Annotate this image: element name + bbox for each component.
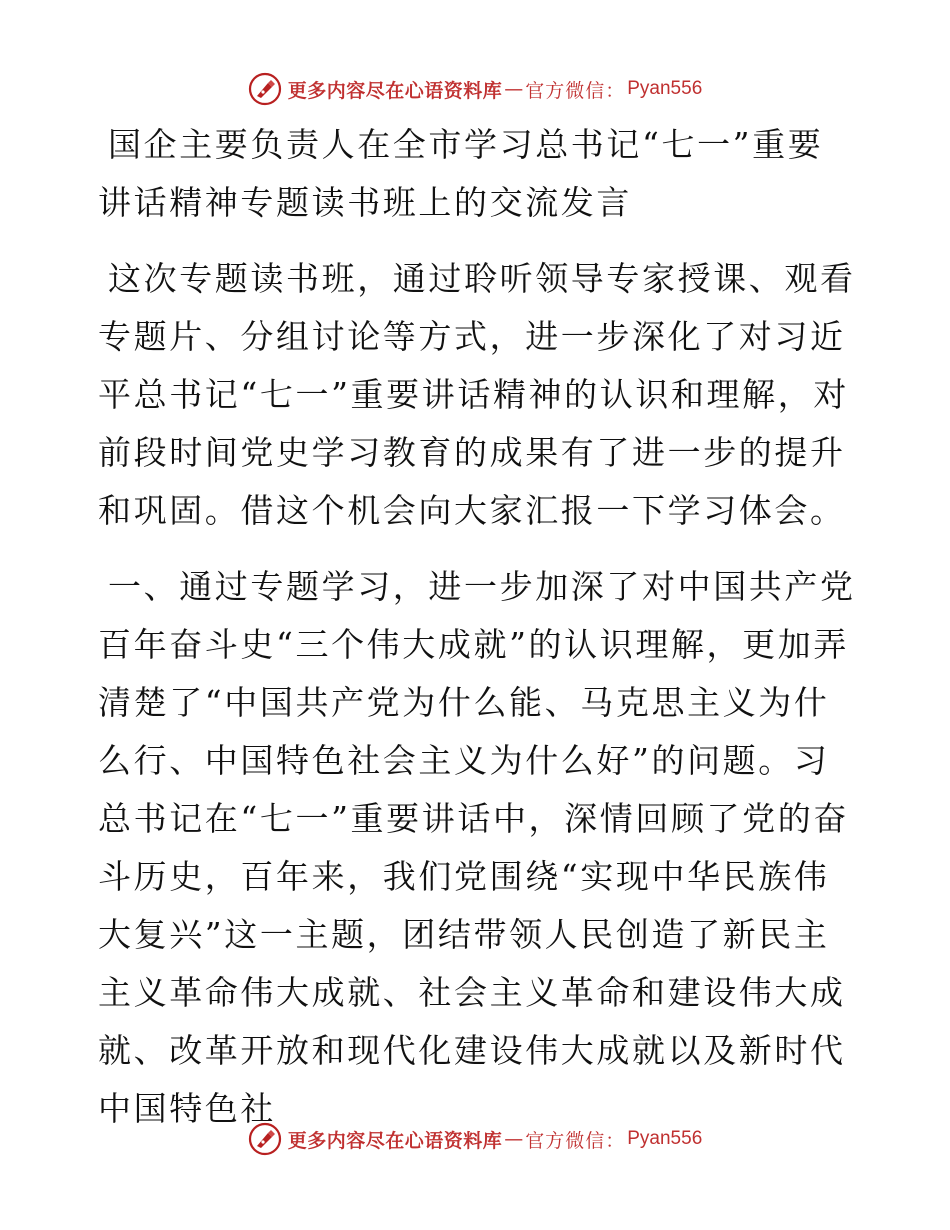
paragraph-section-one: 一、通过专题学习，进一步加深了对中国共产党百年奋斗史“三个伟大成就”的认识理解，更加弄清楚了“中国共产党为什么能、马克思主义为什么行、中国特色社会主义为什么好”的问题。习总书记在“七一”重要讲话中，深情回顾了党的奋斗历史，百年来，我们党围绕“实现中华民族伟大复兴”这一主题，团结带领人民创造了新民主主义革命伟大成就、社会主义革命和建设伟大成就、改革开放和现代化建设伟大成就以及新时代中国特色社	[98, 567, 856, 1128]
watermark-dash: —	[504, 78, 524, 100]
watermark-official-label: 官方微信：	[525, 79, 626, 102]
watermark-site-name: 更多内容尽在心语资料库	[287, 1129, 503, 1152]
watermark-site-name: 更多内容尽在心语资料库	[287, 79, 503, 102]
paragraph-intro: 这次专题读书班，通过聆听领导专家授课、观看专题片、分组讨论等方式，进一步深化了对习近平总书记“七一”重要讲话精神的认识和理解，对前段时间党史学习教育的成果有了进一步的提升和巩固。借这个机会向大家汇报一下学习体会。	[98, 259, 856, 530]
watermark-wechat-id: Pyan556	[627, 1128, 703, 1149]
watermark-dash: —	[504, 1128, 524, 1150]
document-body	[98, 116, 858, 1156]
footer-watermark	[0, 1122, 950, 1156]
pen-nib-logo-icon	[248, 72, 282, 106]
watermark-wechat-id: Pyan556	[627, 78, 703, 99]
header-watermark	[0, 72, 950, 106]
pen-nib-logo-icon	[248, 1122, 282, 1156]
document-title: 国企主要负责人在全市学习总书记“七一”重要讲话精神专题读书班上的交流发言	[98, 125, 824, 222]
watermark-official-label: 官方微信：	[525, 1129, 626, 1152]
